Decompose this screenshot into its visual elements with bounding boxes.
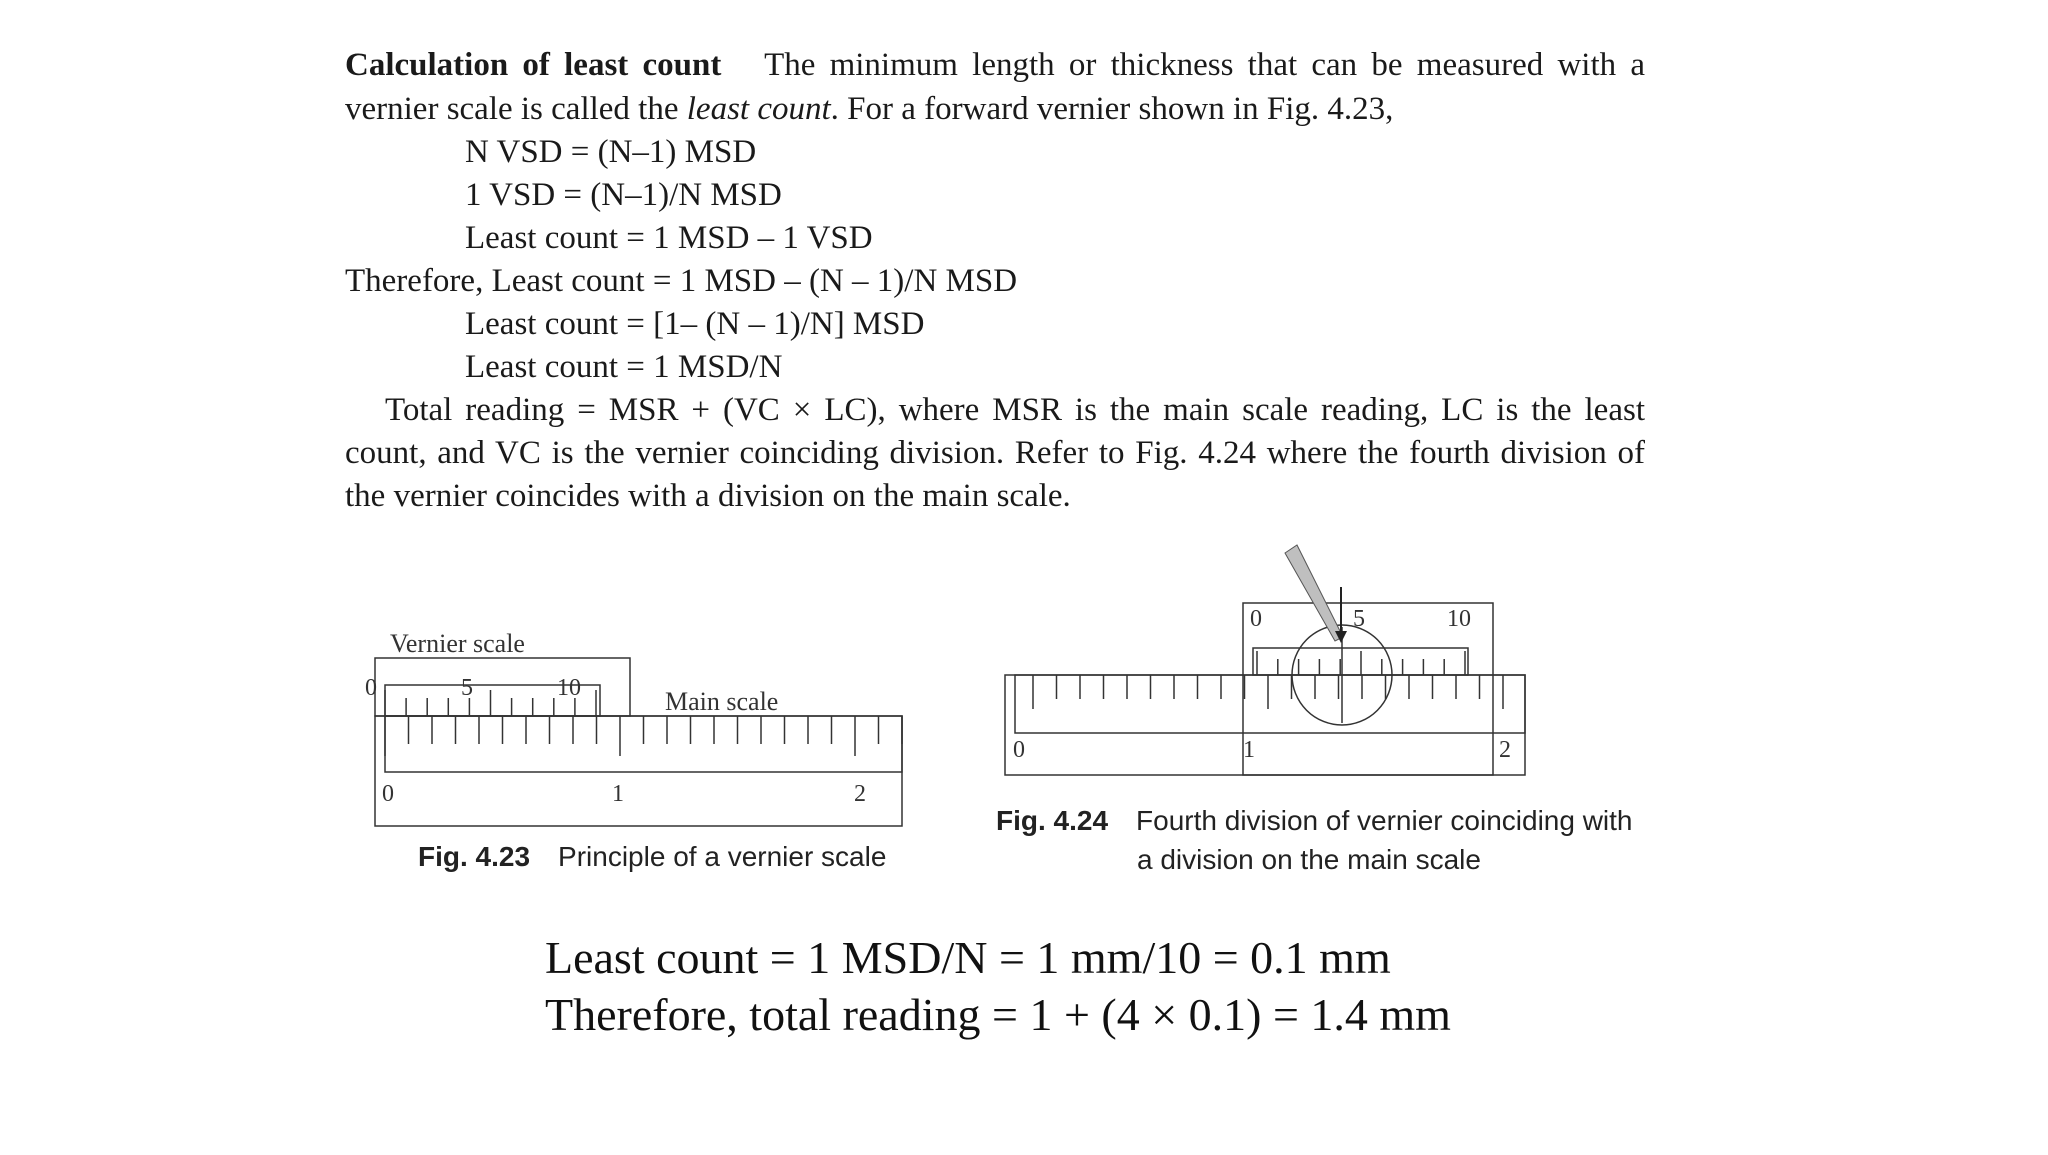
intro-text-2a: vernier scale is called the: [345, 91, 687, 127]
result-line-1: Least count = 1 MSD/N = 1 mm/10 = 0.1 mm: [545, 932, 1391, 983]
main-tick-label-1: 1: [612, 781, 624, 807]
intro-line-1: [345, 44, 1645, 86]
vernier-scale-label: Vernier scale: [390, 630, 525, 658]
fig-4-23-caption: [418, 838, 886, 876]
pointer-stylus-icon: [1285, 545, 1343, 641]
vernier-tick-label-0: 0: [365, 675, 377, 701]
main-tick-label-0: 0: [1013, 737, 1025, 763]
vernier-slider-box: [375, 658, 630, 716]
para2-line-2: count, and VC is the vernier coinciding division. Refer to Fig. 4.24 where the fourth division of: [345, 435, 1645, 471]
equation-3: Least count = 1 MSD – 1 VSD: [465, 220, 873, 256]
main-tick-label-2: 2: [1499, 737, 1511, 763]
fig-4-23-caption-text: Principle of a vernier scale: [558, 841, 887, 872]
vernier-tick-label-10: 10: [557, 675, 581, 701]
result-line-2: Therefore, total reading = 1 + (4 × 0.1) = 1.4 mm: [545, 989, 1451, 1040]
equation-5: Least count = [1– (N – 1)/N] MSD: [465, 306, 925, 342]
equation-4: Therefore, Least count = 1 MSD – (N – 1)/N MSD: [345, 263, 1018, 299]
equation-2: 1 VSD = (N–1)/N MSD: [465, 177, 782, 213]
intro-line-2: [345, 88, 1393, 130]
intro-text-1: The minimum length or thickness that can be measured with a: [764, 47, 1645, 83]
main-tick-label-0: 0: [382, 781, 394, 807]
main-scale-frame: [375, 716, 902, 826]
least-count-term: least count: [686, 91, 831, 127]
fig-4-24-caption-line-2: a division on the main scale: [1137, 844, 1481, 875]
fig-4-24-number: Fig. 4.24: [996, 805, 1109, 836]
equation-6: Least count = 1 MSD/N: [465, 349, 783, 385]
main-scale-ticks: [385, 716, 902, 756]
fig-4-24-caption: [996, 802, 1633, 840]
vernier-ticks: [1257, 651, 1465, 675]
fig-4-23-number: Fig. 4.23: [418, 841, 531, 872]
vernier-tick-label-5: 5: [1353, 606, 1365, 632]
main-scale-ticks: [1033, 675, 1503, 709]
section-heading: Calculation of least count: [345, 47, 722, 83]
para2-line-3: the vernier coincides with a division on the main scale.: [345, 478, 1071, 514]
main-scale-frame: [1005, 675, 1525, 775]
vernier-tick-label-5: 5: [461, 675, 473, 701]
vernier-tick-label-10: 10: [1447, 606, 1471, 632]
main-tick-label-2: 2: [854, 781, 866, 807]
intro-text-2b: . For a forward vernier shown in Fig. 4.23,: [830, 91, 1394, 127]
fig-4-24-caption-text-1: Fourth division of vernier coinciding with: [1136, 805, 1633, 836]
main-scale-bar: [1015, 675, 1525, 733]
figure-4-24: [995, 535, 1535, 785]
main-tick-label-1: 1: [1243, 737, 1255, 763]
para2-line-1: Total reading = MSR + (VC × LC), where MSR is the main scale reading, LC is the least: [385, 392, 1645, 428]
figure-4-23: [360, 630, 920, 840]
vernier-tick-label-0: 0: [1250, 606, 1262, 632]
main-scale-label: Main scale: [665, 687, 779, 716]
equation-1: N VSD = (N–1) MSD: [465, 134, 757, 170]
